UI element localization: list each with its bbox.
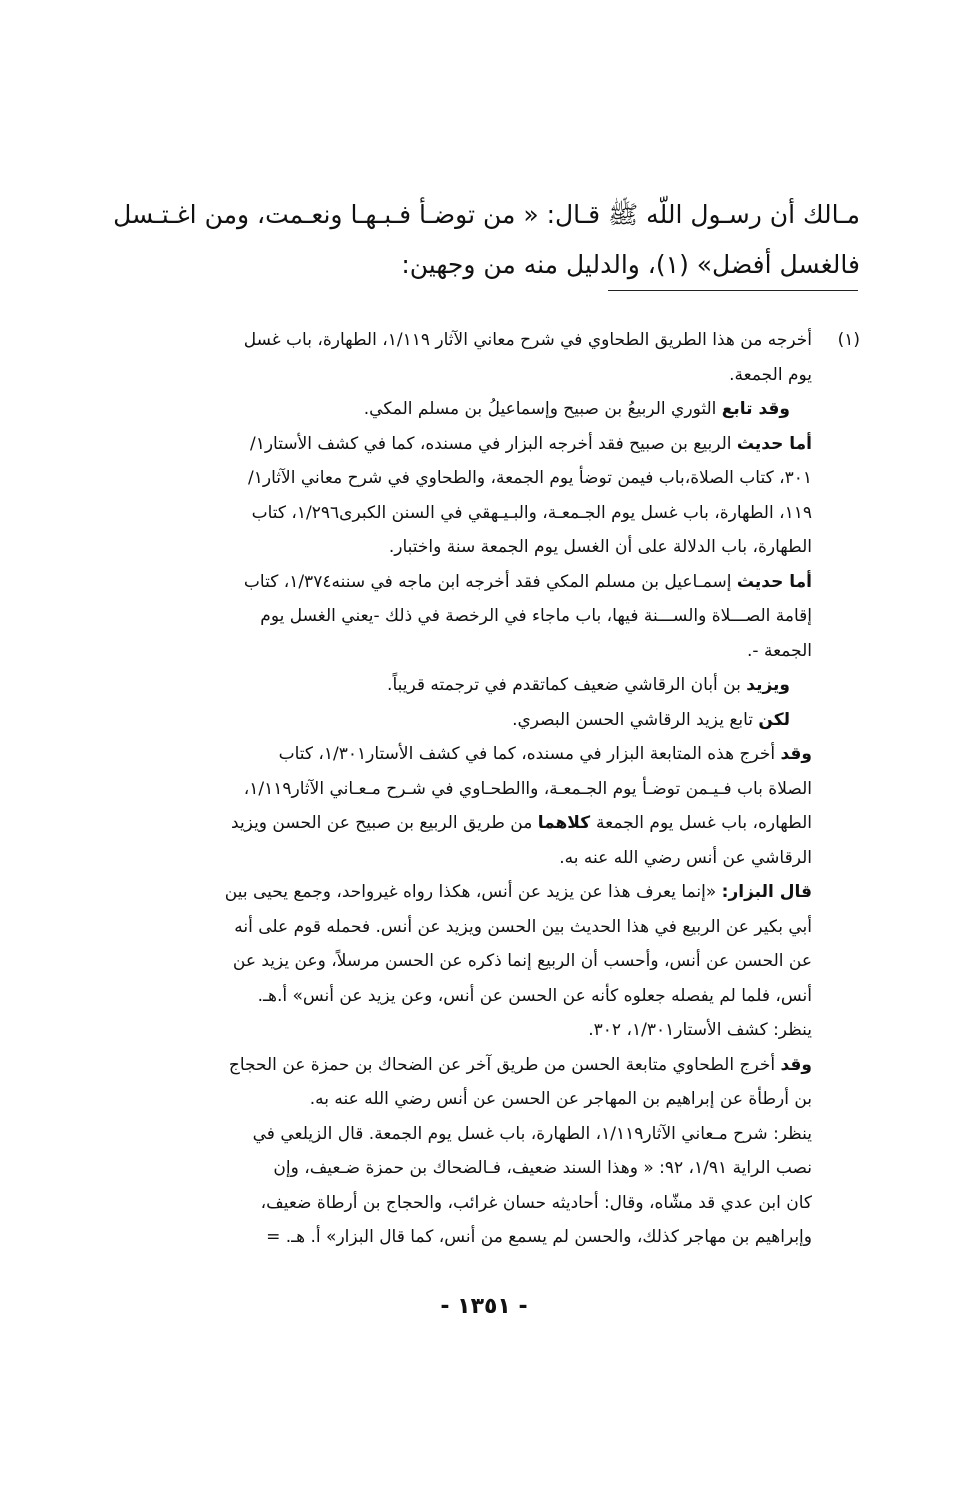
footnote-text: الطهاره، باب غسل يوم الجمعة [596,813,812,833]
footnote-text: أخرجه من هذا الطريق الطحاوي في شرح معاني الآثار ١/١١٩، الطهارة، باب غسل [243,330,812,350]
footnote-line [150,599,860,634]
footnote-line [150,530,860,565]
footnote-line [150,979,860,1014]
footnote-line [150,875,860,910]
footnote-bold-lead: وقد [780,1054,812,1075]
footnote-separator [608,290,858,291]
footnote-line [150,358,860,393]
footnote-text: الطهارة، باب الدلالة على أن الغسل يوم الجمعة سنة واختبار. [388,537,812,557]
footnote-text: ١١٩، الطهارة، باب غسل يوم الجـمعـة، والبـيـهقي في السنن الكبرى١/٢٩٦، كتاب [251,502,812,523]
footnote-line [150,1220,860,1255]
footnote-text: ٣٠١، كتاب الصلاة،باب فيمن توضأ يوم الجمعة، والطحاوي في شرح معاني الآثار١/ [248,468,812,488]
footnote-line [150,806,860,841]
footnote-line [150,392,860,427]
footnote-bold-lead: أما حديث [736,433,812,454]
footnote-line [150,841,860,876]
footnote-text: إسمـاعيل بن مسلم المكي فقد أخرجه ابن ماجه في سننه١/٣٧٤، كتاب [243,571,737,592]
footnote-bold-lead: لكن [758,709,790,730]
footnote-line [150,1013,860,1048]
footnote-text: تابع يزيد الرقاشي الحسن البصري. [512,709,759,730]
footnote-line [150,1151,860,1186]
footnote-text: الرقاشي عن أنس رضي الله عنه به. [559,847,812,868]
footnote-text: الجمعة -. [747,640,812,661]
footnote-line [150,772,860,807]
footnote-line [150,565,860,600]
footnote-text: نصب الراية ١/٩١، ٩٢: « وهذا السند ضعيف، فـالضحاك بن حمزة ضـعيف، وإن [273,1158,812,1178]
footnote-number: (١) [837,330,860,350]
footnote-text: ينظر: كشف الأستار١/٣٠١، ٣٠٢. [588,1020,812,1040]
footnote-text: الثوري الربيعُ بن صبيح وإسماعيلُ بن مسلم المكي. [363,399,722,419]
footnote-text: الصلاة باب فـيـمن توضـأ يوم الجـمعـة، واالطحـاوي في شـرح مـعـاني الآثار١/١١٩، [243,778,812,799]
footnote-text: أخرج الطحاوي متابعة الحسن من طريق آخر عن الضحاك بن حمزة عن الحجاج [228,1054,781,1075]
footnote-line [150,1186,860,1221]
footnote-line [150,910,860,945]
footnote-line [150,461,860,496]
footnote-text: عن الحسن عن أنس، وأحسب أن الربيع إنما ذكره عن الحسن مرسلاً، وعن يزيد عن [232,951,812,971]
footnote-text: الربيع بن صبيح فقد أخرجه البزار في مسنده، كما في كشف الأستار١/ [249,433,737,454]
footnotes [150,323,860,1255]
footnote-text: إقامة الصـــلاة والســـنة فيها، باب ماجاء في الرخصة في ذلك -يعني الغسل يوم [260,606,812,626]
footnote-line [150,427,860,462]
footnote-text: أخرج هذه المتابعة البزار في مسنده، كما في كشف الأستار١/٣٠١، كتاب [278,744,781,764]
footnote-bold-inline: كلاهما [537,813,596,833]
footnote-line [150,323,860,358]
main-text-line: فالغسل أفضل» (١)، والدليل منه من وجهين: [401,250,860,279]
footnote-bold-lead: أما حديث [736,571,812,592]
footnote-line [150,703,860,738]
footnote-line [150,634,860,669]
footnote-text: بن أبان الرقاشي ضعيف كماتقدم في ترجمته قريباً. [387,675,747,695]
footnote-line [150,496,860,531]
footnote-bold-lead: وقد تابع [721,399,790,419]
footnote-text: أنس، فلما لم يفصله جعلوه كأنه عن الحسن عن أنس، وعن يزيد عن أنس» أ.هـ. [257,985,812,1006]
footnote-bold-lead: ويزيد [746,675,790,695]
footnote-text: كان ابن عدي قد مشّاه، وقال: أحاديثه حسان غرائب، والحجاج بن أرطاة ضعيف، [260,1192,812,1213]
page-number: - ١٣٥١ - [440,1294,528,1319]
footnote-line [150,1048,860,1083]
footnote-text: «إنما يعرف هذا عن يزيد عن أنس، هكذا رواه غيرواحد، وجمع يحيى بين [224,882,722,902]
footnote-text: وإبراهيم بن مهاجر كذلك، والحسن لم يسمع من أنس، كما قال البزار» أ. هـ. = [266,1227,812,1247]
footnote-line [150,1082,860,1117]
main-text-line: مـالك أن رسـول اللّه ﷺ قـال: « من توضـأ فـبـهـا ونعـمت، ومن اغـتـسل [113,200,860,229]
footnote-line [150,1117,860,1152]
footnote-text: ينظر: شرح مـعاني الآثار١/١١٩، الطهارة، باب غسل يوم الجمعة. قال الزيلعي في [252,1123,812,1144]
footnote-text: يوم الجمعة. [729,364,812,385]
main-text [113,190,860,290]
footnote-bold-lead: قال البزار: [721,882,812,902]
footnote-bold-lead: وقد [780,744,812,764]
footnote-text: من طريق الربيع بن صبيح عن الحسن ويزيد [231,813,538,833]
footnote-line [150,944,860,979]
footnote-text: أبي بكير عن الربيع في هذا الحديث بين الحسن ويزيد عن أنس. فحمله قوم على أنه [234,916,812,937]
footnote-line [150,737,860,772]
footnote-line [150,668,860,703]
footnote-text: بن أرطأة عن إبراهيم بن المهاجر عن الحسن عن أنس رضي الله عنه به. [309,1089,812,1109]
